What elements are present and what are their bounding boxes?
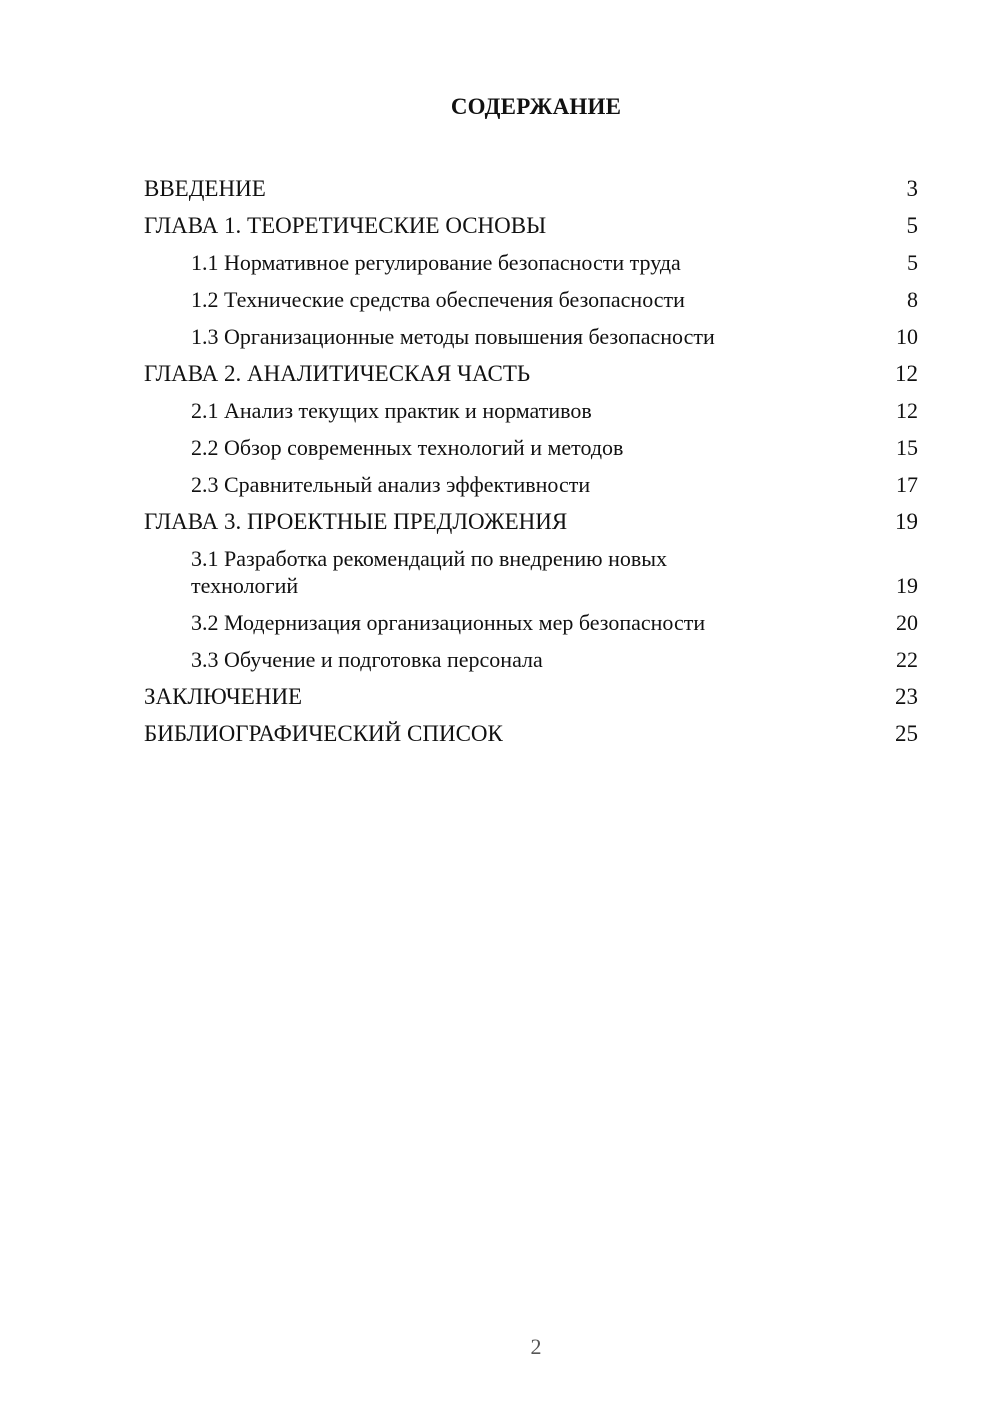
toc-entry-label: 2.3 Сравнительный анализ эффективности <box>191 472 591 497</box>
toc-entry-page: 12 <box>895 361 918 386</box>
toc-entry-section-1-3[interactable] <box>144 318 918 355</box>
toc-entry-page: 15 <box>896 435 918 460</box>
toc-entry-chapter-1[interactable] <box>144 207 918 244</box>
toc-entry-label: ГЛАВА 3. ПРОЕКТНЫЕ ПРЕДЛОЖЕНИЯ <box>144 509 568 534</box>
toc-entry-page: 25 <box>895 721 918 746</box>
toc-entry-label: ГЛАВА 1. ТЕОРЕТИЧЕСКИЕ ОСНОВЫ <box>144 213 547 238</box>
toc-entry-page: 19 <box>895 509 918 534</box>
toc-entry-label: 1.1 Нормативное регулирование безопасности труда <box>191 250 681 275</box>
toc-entry-label: ВВЕДЕНИЕ <box>144 176 266 201</box>
toc-entry-section-2-3[interactable] <box>144 466 918 503</box>
toc-entry-label: 1.3 Организационные методы повышения безопасности <box>191 324 715 349</box>
toc-entry-page: 20 <box>896 610 918 635</box>
table-of-contents <box>144 170 918 752</box>
toc-entry-page: 22 <box>896 647 918 672</box>
toc-entry-introduction[interactable] <box>144 170 918 207</box>
page-title: СОДЕРЖАНИЕ <box>450 94 622 119</box>
toc-entry-conclusion[interactable] <box>144 678 918 715</box>
toc-entry-label: БИБЛИОГРАФИЧЕСКИЙ СПИСОК <box>144 721 503 746</box>
toc-entry-page: 5 <box>906 213 918 238</box>
toc-entry-page: 17 <box>896 472 918 497</box>
toc-entry-page: 5 <box>907 250 918 275</box>
toc-entry-section-3-1[interactable] <box>144 540 918 604</box>
toc-entry-label: 2.1 Анализ текущих практик и нормативов <box>191 398 592 423</box>
toc-entry-page: 8 <box>907 287 918 312</box>
toc-entry-section-3-3[interactable] <box>144 641 918 678</box>
page-number: 2 <box>530 1334 542 1359</box>
toc-entry-label: 3.2 Модернизация организационных мер безопасности <box>191 610 706 635</box>
toc-entry-label: 2.2 Обзор современных технологий и методов <box>191 435 624 460</box>
toc-entry-section-3-2[interactable] <box>144 604 918 641</box>
toc-entry-label: 3.1 Разработка рекомендаций по внедрению новых технологий <box>191 546 668 598</box>
toc-entry-page: 3 <box>906 176 918 201</box>
toc-entry-section-1-2[interactable] <box>144 281 918 318</box>
toc-entry-chapter-2[interactable] <box>144 355 918 392</box>
toc-entry-label: 1.2 Технические средства обеспечения безопасности <box>191 287 685 312</box>
toc-entry-bibliography[interactable] <box>144 715 918 752</box>
toc-entry-page: 12 <box>896 398 918 423</box>
toc-entry-page: 10 <box>896 324 918 349</box>
toc-entry-label: ГЛАВА 2. АНАЛИТИЧЕСКАЯ ЧАСТЬ <box>144 361 531 386</box>
toc-entry-chapter-3[interactable] <box>144 503 918 540</box>
toc-entry-section-2-1[interactable] <box>144 392 918 429</box>
toc-entry-label: 3.3 Обучение и подготовка персонала <box>191 647 543 672</box>
toc-entry-page: 23 <box>895 684 918 709</box>
toc-entry-label: ЗАКЛЮЧЕНИЕ <box>144 684 303 709</box>
toc-entry-section-2-2[interactable] <box>144 429 918 466</box>
toc-entry-section-1-1[interactable] <box>144 244 918 281</box>
toc-entry-page: 19 <box>896 573 918 598</box>
